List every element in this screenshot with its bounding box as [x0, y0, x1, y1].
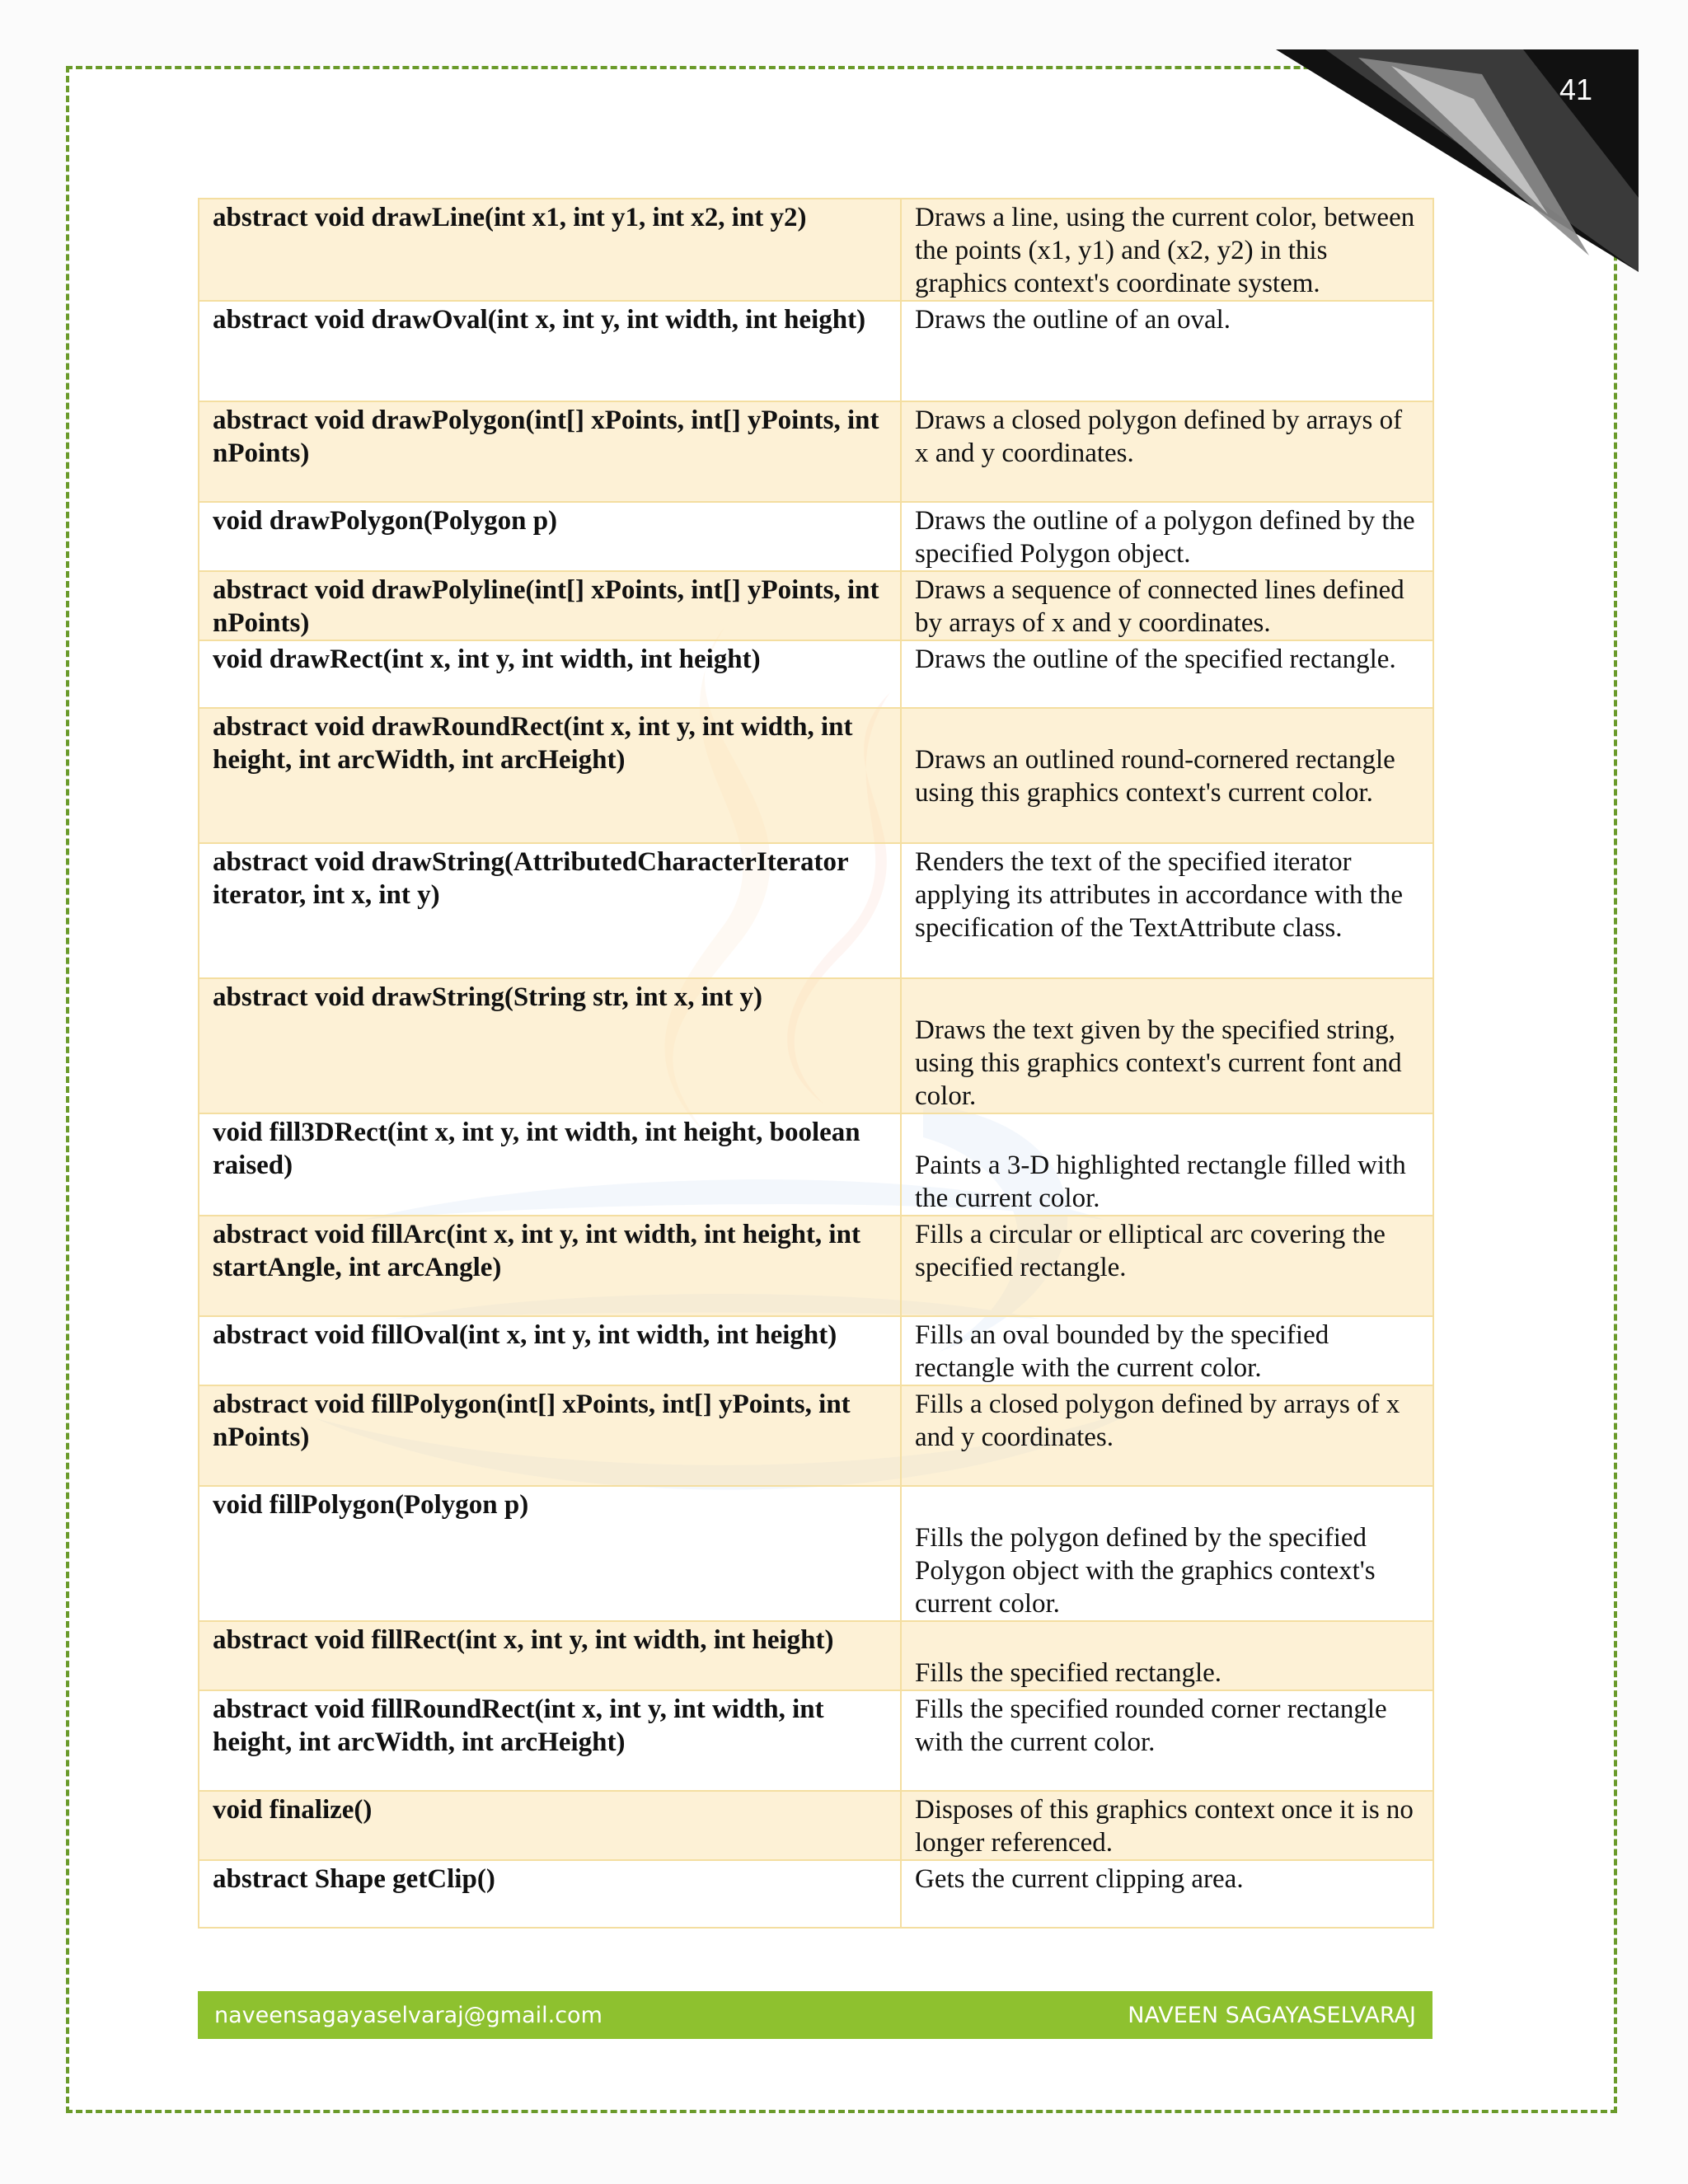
- method-description: Fills a circular or elliptical arc covering the specified rectangle.: [901, 1216, 1433, 1316]
- method-description-cell: [901, 1486, 1433, 1621]
- method-description-cell: [901, 1113, 1433, 1216]
- method-signature: abstract void drawPolygon(int[] xPoints, int[] yPoints, int nPoints): [199, 401, 901, 502]
- table-row: [199, 1860, 1433, 1928]
- table-row: [199, 199, 1433, 301]
- method-signature: abstract void fillArc(int x, int y, int width, int height, int startAngle, int arcAngle): [199, 1216, 901, 1316]
- table-row: [199, 1385, 1433, 1486]
- method-description: Renders the text of the specified iterator applying its attributes in accordance with the specification of the TextAttribute class.: [901, 843, 1433, 978]
- page-footer: [198, 1991, 1432, 2039]
- method-signature: void drawPolygon(Polygon p): [199, 502, 901, 571]
- table-row: [199, 571, 1433, 640]
- method-description: Fills an oval bounded by the specified rectangle with the current color.: [901, 1316, 1433, 1385]
- table-row: [199, 1486, 1433, 1621]
- method-description: Fills a closed polygon defined by arrays of x and y coordinates.: [901, 1385, 1433, 1486]
- table-row: [199, 1216, 1433, 1316]
- method-signature: abstract Shape getClip(): [199, 1860, 901, 1928]
- method-description: Draws the outline of a polygon defined by the specified Polygon object.: [901, 502, 1433, 571]
- method-description-cell: [901, 1621, 1433, 1690]
- method-signature: abstract void drawPolyline(int[] xPoints, int[] yPoints, int nPoints): [199, 571, 901, 640]
- table-row: [199, 1791, 1433, 1860]
- method-signature: abstract void fillOval(int x, int y, int width, int height): [199, 1316, 901, 1385]
- method-description: Draws a line, using the current color, between the points (x1, y1) and (x2, y2) in this graphics context's coordinate system.: [901, 199, 1433, 301]
- method-description: Paints a 3-D highlighted rectangle filled with the current color.: [915, 1151, 1406, 1213]
- method-description: Draws an outlined round-cornered rectangle using this graphics context's current color.: [915, 745, 1395, 808]
- graphics-methods-table: [198, 198, 1434, 1929]
- method-signature: void fill3DRect(int x, int y, int width, int height, boolean raised): [199, 1113, 901, 1216]
- table-row: [199, 502, 1433, 571]
- method-description: Fills the specified rounded corner rectangle with the current color.: [901, 1690, 1433, 1791]
- table-row: [199, 1621, 1433, 1690]
- footer-author: NAVEEN SAGAYASELVARAJ: [1128, 2002, 1416, 2028]
- table-row: [199, 978, 1433, 1113]
- method-description: Draws the outline of the specified rectangle.: [901, 640, 1433, 708]
- method-signature: abstract void drawString(String str, int x, int y): [199, 978, 901, 1113]
- table-row: [199, 1113, 1433, 1216]
- method-description-cell: [901, 978, 1433, 1113]
- table-row: [199, 640, 1433, 708]
- method-description: Gets the current clipping area.: [901, 1860, 1433, 1928]
- method-signature: abstract void drawRoundRect(int x, int y, int width, int height, int arcWidth, int arcHeight): [199, 708, 901, 843]
- method-signature: abstract void fillPolygon(int[] xPoints, int[] yPoints, int nPoints): [199, 1385, 901, 1486]
- table-row: [199, 708, 1433, 843]
- method-signature: abstract void fillRoundRect(int x, int y, int width, int height, int arcWidth, int arcHeight): [199, 1690, 901, 1791]
- table-row: [199, 301, 1433, 401]
- method-description-cell: [901, 708, 1433, 843]
- method-description: Draws the text given by the specified string, using this graphics context's current font and color.: [915, 1015, 1402, 1111]
- footer-email: naveensagayaselvaraj@gmail.com: [214, 2002, 603, 2028]
- method-signature: abstract void drawOval(int x, int y, int width, int height): [199, 301, 901, 401]
- method-signature: abstract void drawLine(int x1, int y1, int x2, int y2): [199, 199, 901, 301]
- method-signature: abstract void fillRect(int x, int y, int width, int height): [199, 1621, 901, 1690]
- method-description: Fills the specified rectangle.: [915, 1658, 1222, 1688]
- method-description: Draws the outline of an oval.: [901, 301, 1433, 401]
- method-signature: void fillPolygon(Polygon p): [199, 1486, 901, 1621]
- method-description: Draws a closed polygon defined by arrays of x and y coordinates.: [901, 401, 1433, 502]
- method-signature: abstract void drawString(AttributedCharacterIterator iterator, int x, int y): [199, 843, 901, 978]
- method-description: Disposes of this graphics context once it is no longer referenced.: [901, 1791, 1433, 1860]
- method-description: Draws a sequence of connected lines defined by arrays of x and y coordinates.: [901, 571, 1433, 640]
- table-row: [199, 843, 1433, 978]
- table-row: [199, 401, 1433, 502]
- table-row: [199, 1690, 1433, 1791]
- table-row: [199, 1316, 1433, 1385]
- method-signature: void drawRect(int x, int y, int width, int height): [199, 640, 901, 708]
- method-signature: void finalize(): [199, 1791, 901, 1860]
- page-number: 41: [1559, 73, 1593, 106]
- method-description: Fills the polygon defined by the specified Polygon object with the graphics context's current color.: [915, 1523, 1376, 1619]
